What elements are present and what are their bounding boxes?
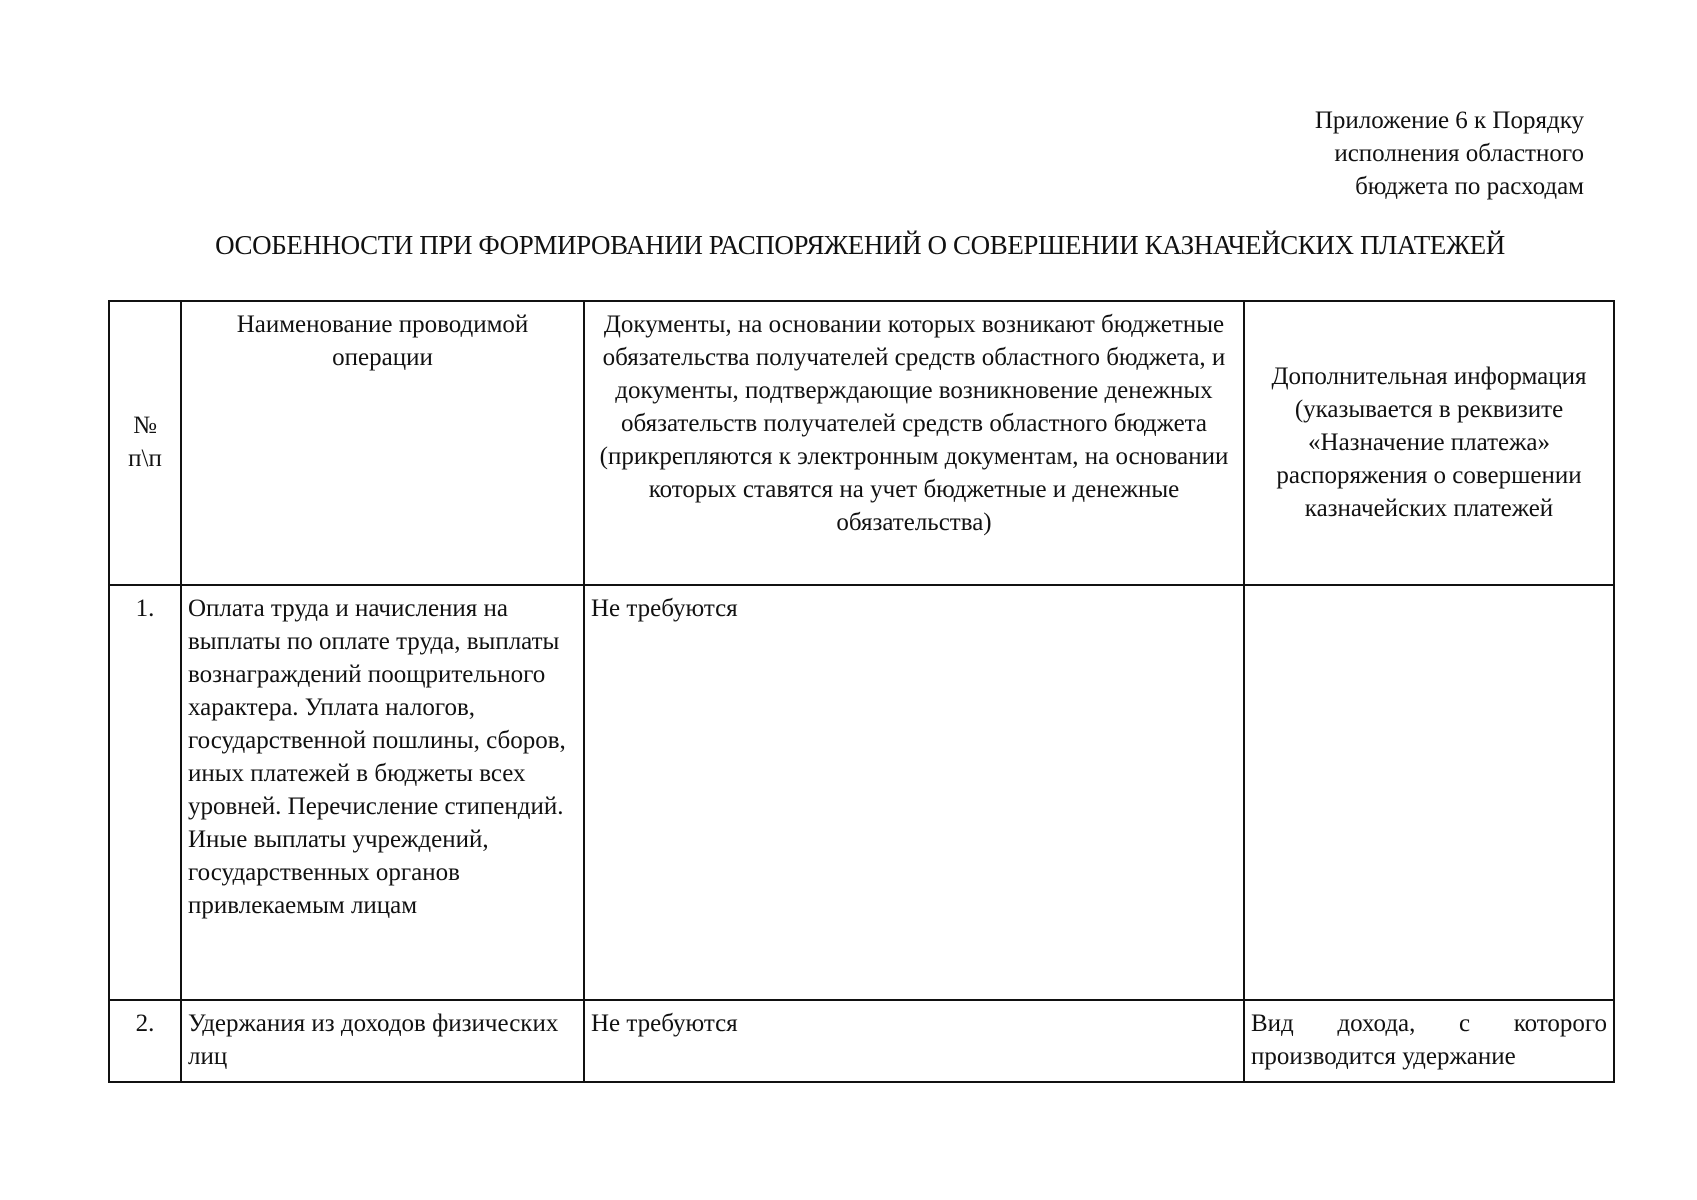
- header-documents: Документы, на основании которых возникают бюджетные обязательства получателей средств областного бюджета, и документы, подтверждающие возникновение денежных обязательств получателей средств областного бюджета (прикрепляются к электронным документам, на основании которых ставятся на учет бюджетные и денежные обязательства): [584, 301, 1244, 585]
- row-documents: Не требуются: [584, 1000, 1244, 1082]
- appendix-line: бюджета по расходам: [1355, 173, 1584, 200]
- row-number: 2.: [109, 1000, 181, 1082]
- row-number: 1.: [109, 585, 181, 1000]
- appendix-line: исполнения областного: [1334, 140, 1584, 167]
- header-number-symbol: №: [133, 412, 157, 439]
- row-operation: Удержания из доходов физических лиц: [181, 1000, 584, 1082]
- appendix-line: Приложение 6 к Порядку: [1314, 107, 1584, 134]
- row-operation: Оплата труда и начисления на выплаты по оплате труда, выплаты вознаграждений поощрительного характера. Уплата налогов, государственной пошлины, сборов, иных платежей в бюджеты всех уровней. Перечисление стипендий. Иные выплаты учреждений, государственных органов привлекаемым лицам: [181, 585, 584, 1000]
- operations-table-container: [108, 300, 1613, 1083]
- header-number-abbr: п\п: [128, 445, 162, 472]
- appendix-note: [1315, 104, 1584, 203]
- header-operation: Наименование проводимой операции: [181, 301, 584, 585]
- table-header-row: [109, 301, 1614, 585]
- table-row: [109, 1000, 1614, 1082]
- row-documents: Не требуются: [584, 585, 1244, 1000]
- row-additional-info: [1244, 585, 1614, 1000]
- document-title: ОСОБЕННОСТИ ПРИ ФОРМИРОВАНИИ РАСПОРЯЖЕНИЙ О СОВЕРШЕНИИ КАЗНАЧЕЙСКИХ ПЛАТЕЖЕЙ: [215, 230, 1505, 260]
- operations-table: [108, 300, 1615, 1083]
- table-row: [109, 585, 1614, 1000]
- header-additional-info: Дополнительная информация (указывается в реквизите «Назначение платежа» распоряжения о совершении казначейских платежей: [1244, 301, 1614, 585]
- row-additional-info: Вид дохода, с которого производится удержание: [1244, 1000, 1614, 1082]
- header-number: [109, 301, 181, 585]
